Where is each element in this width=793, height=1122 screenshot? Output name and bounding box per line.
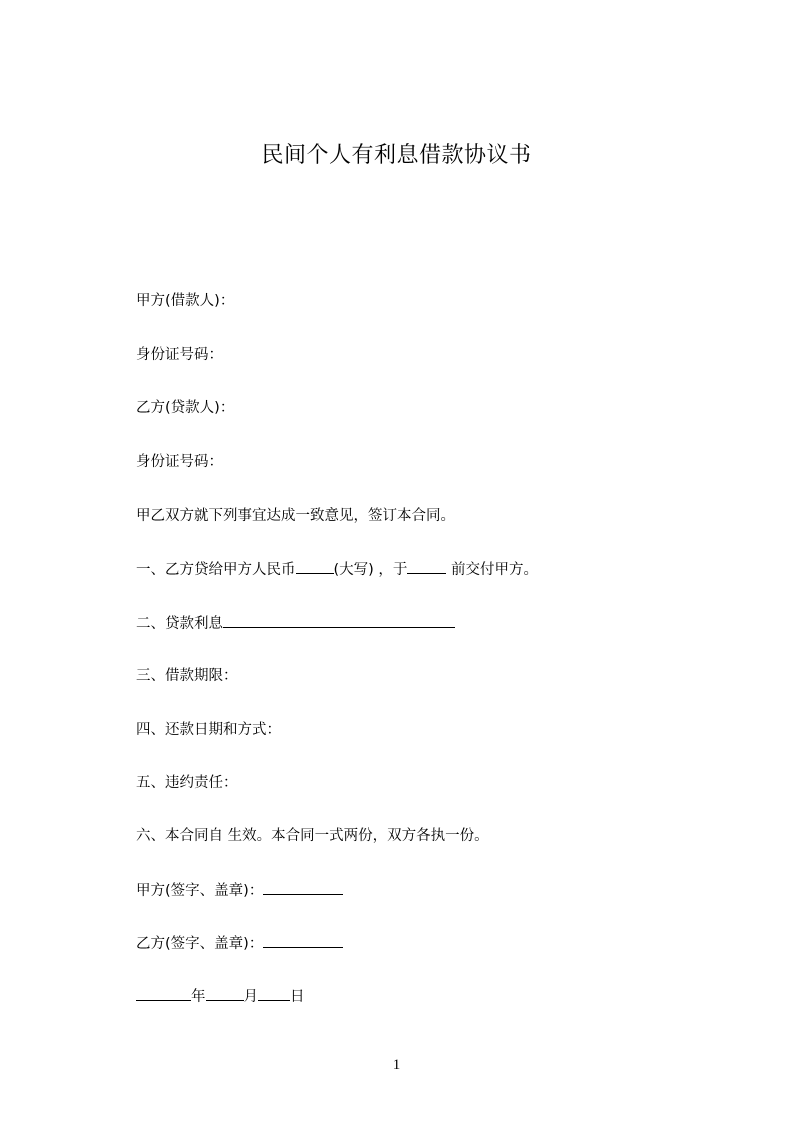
clause-2-label: 二、贷款利息	[136, 616, 223, 632]
month-label: 月	[243, 989, 258, 1005]
amount-blank	[296, 558, 334, 574]
signature-a-blank	[263, 879, 343, 895]
day-blank	[258, 985, 290, 1001]
signature-b-label: 乙方(签字、盖章)：	[136, 936, 264, 952]
party-b-lender-line: 乙方(贷款人)：	[136, 400, 235, 416]
clause-2	[136, 612, 455, 635]
signature-b-blank	[263, 932, 343, 948]
clause-4: 四、还款日期和方式：	[136, 722, 281, 738]
clause-1	[136, 558, 538, 581]
clause-1-text-b: (大写) ，于	[333, 562, 408, 578]
signature-a-label: 甲方(签字、盖章)：	[136, 883, 264, 899]
month-blank	[206, 985, 244, 1001]
interest-blank	[223, 612, 455, 628]
party-b-id-line: 身份证号码：	[136, 454, 223, 470]
signature-a-line	[136, 879, 343, 902]
clause-6: 六、本合同自 生效。本合同一式两份，双方各执一份。	[136, 828, 489, 844]
delivery-date-blank	[407, 558, 446, 574]
year-label: 年	[191, 989, 206, 1005]
signature-b-line	[136, 932, 343, 955]
clause-5: 五、违约责任：	[136, 775, 238, 791]
clause-3: 三、借款期限：	[136, 668, 238, 684]
page-number: 1	[392, 1057, 401, 1073]
date-line	[136, 985, 305, 1008]
agreement-intro: 甲乙双方就下列事宜达成一致意见，签订本合同。	[136, 508, 455, 524]
year-blank	[136, 985, 191, 1001]
clause-1-text-a: 一、乙方贷给甲方人民币	[136, 562, 296, 578]
clause-1-text-c: 前交付甲方。	[446, 562, 539, 578]
day-label: 日	[290, 989, 305, 1005]
document-title: 民间个人有利息借款协议书	[261, 143, 532, 168]
party-a-borrower-line: 甲方(借款人)：	[136, 293, 235, 309]
party-a-id-line: 身份证号码：	[136, 347, 223, 363]
